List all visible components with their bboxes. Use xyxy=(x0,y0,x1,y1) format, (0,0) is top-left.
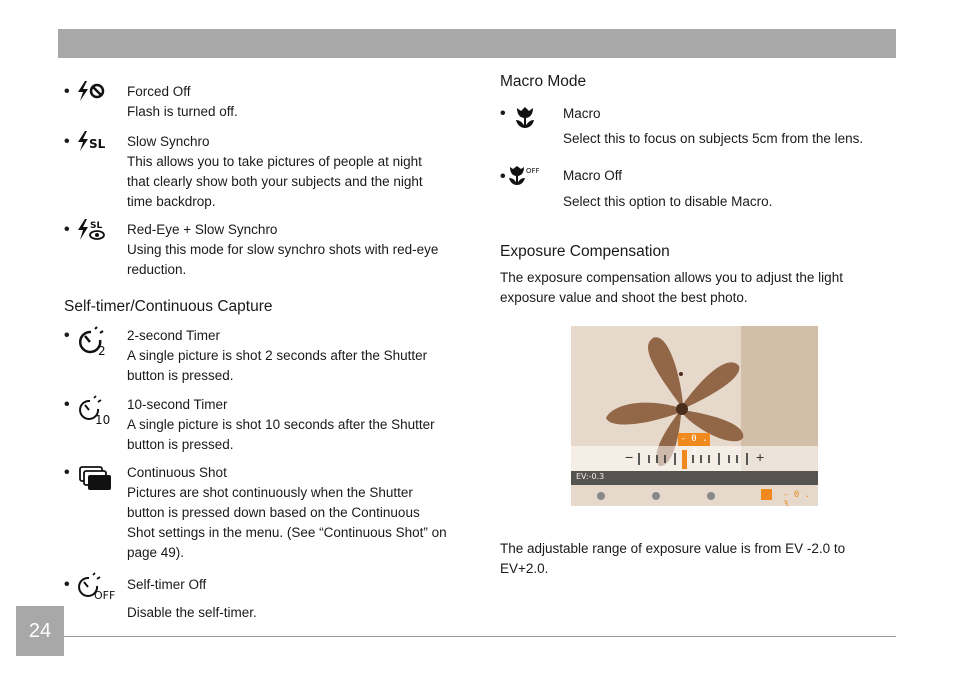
timer-item-off xyxy=(127,575,257,623)
item-desc: that clearly show both your subjects and the night xyxy=(127,174,423,189)
bullet: • xyxy=(500,105,506,122)
item-desc: Select this to focus on subjects 5cm from the lens. xyxy=(563,131,864,146)
menu-ev-value: - 0 . 3 xyxy=(783,490,811,506)
bullet: • xyxy=(64,133,70,150)
ev-minus-sign: − xyxy=(625,449,634,465)
item-desc: Flash is turned off. xyxy=(127,104,238,119)
item-desc: This allows you to take pictures of people at night xyxy=(127,154,422,169)
item-desc: time backdrop. xyxy=(127,194,216,209)
macro-heading: Macro Mode xyxy=(500,73,587,90)
macro-item-on xyxy=(563,104,863,149)
macro-item-off xyxy=(563,166,772,212)
svg-text:SL: SL xyxy=(90,221,103,231)
timer-item-continuous xyxy=(127,463,447,563)
item-desc: button is pressed down based on the Continuous xyxy=(127,505,420,520)
header-bar xyxy=(58,29,896,58)
svg-text:OFF: OFF xyxy=(526,167,540,175)
item-title: Continuous Shot xyxy=(127,465,227,480)
macro-icon xyxy=(514,105,536,129)
camera-screen-image xyxy=(571,326,818,506)
svg-text:OFF: OFF xyxy=(94,589,116,600)
item-desc: A single picture is shot 10 seconds after the Shutter xyxy=(127,417,435,432)
bullet: • xyxy=(64,576,70,593)
flash-item-slow-synchro xyxy=(127,132,423,212)
item-desc: button is pressed. xyxy=(127,437,234,452)
item-desc: Select this option to disable Macro. xyxy=(563,194,773,209)
bullet: • xyxy=(64,464,70,481)
range-note: The adjustable range of exposure value is from EV -2.0 to EV+2.0. xyxy=(500,541,846,576)
item-desc: Shot settings in the menu. (See “Continuous Shot” on xyxy=(127,525,447,540)
item-desc: Using this mode for slow synchro shots with red-eye xyxy=(127,242,439,257)
timer-off-icon xyxy=(78,572,116,600)
item-title: Slow Synchro xyxy=(127,134,210,149)
item-desc: Pictures are shot continuously when the Shutter xyxy=(127,485,413,500)
flash-off-icon xyxy=(76,80,106,102)
ev-readout: EV:-0.3 xyxy=(576,472,605,481)
timer-2s-icon xyxy=(78,326,110,356)
macro-off-icon xyxy=(508,164,542,188)
timer-item-2s xyxy=(127,326,427,386)
item-desc: page 49). xyxy=(127,545,185,560)
item-desc: Disable the self-timer. xyxy=(127,605,257,620)
bullet: • xyxy=(500,168,506,185)
svg-text:2: 2 xyxy=(98,344,106,356)
flash-item-forced-off xyxy=(127,82,238,122)
continuous-shot-icon xyxy=(79,466,113,492)
red-eye-slow-synchro-icon xyxy=(76,218,108,242)
ev-plus-sign: + xyxy=(756,449,765,465)
exposure-heading: Exposure Compensation xyxy=(500,243,670,260)
timer-item-10s xyxy=(127,395,435,455)
section-heading: Self-timer/Continuous Capture xyxy=(64,298,273,315)
item-desc: A single picture is shot 2 seconds after the Shutter xyxy=(127,348,428,363)
item-title: Forced Off xyxy=(127,84,191,99)
item-title: Macro xyxy=(563,106,601,121)
svg-text:SL: SL xyxy=(89,137,106,151)
flash-item-red-eye-slow xyxy=(127,220,438,280)
slow-synchro-icon xyxy=(76,130,108,152)
svg-text:10: 10 xyxy=(95,413,111,425)
item-title: 2-second Timer xyxy=(127,328,221,343)
menu-strip xyxy=(571,485,818,506)
ev-value-badge: - 0 . 3 xyxy=(678,433,710,446)
page-number: 24 xyxy=(16,606,64,656)
bullet: • xyxy=(64,327,70,344)
item-title: 10-second Timer xyxy=(127,397,228,412)
item-title: Self-timer Off xyxy=(127,577,207,592)
item-title: Red-Eye + Slow Synchro xyxy=(127,222,278,237)
bullet: • xyxy=(64,396,70,413)
item-desc: button is pressed. xyxy=(127,368,234,383)
timer-10s-icon xyxy=(78,395,114,425)
item-title: Macro Off xyxy=(563,168,623,183)
status-strip xyxy=(571,471,818,485)
bullet: • xyxy=(64,221,70,238)
footer-rule xyxy=(64,636,896,637)
exposure-intro: The exposure compensation allows you to adjust the light exposure value and shoot the best photo. xyxy=(500,270,843,305)
item-desc: reduction. xyxy=(127,262,187,277)
bullet: • xyxy=(64,83,70,100)
